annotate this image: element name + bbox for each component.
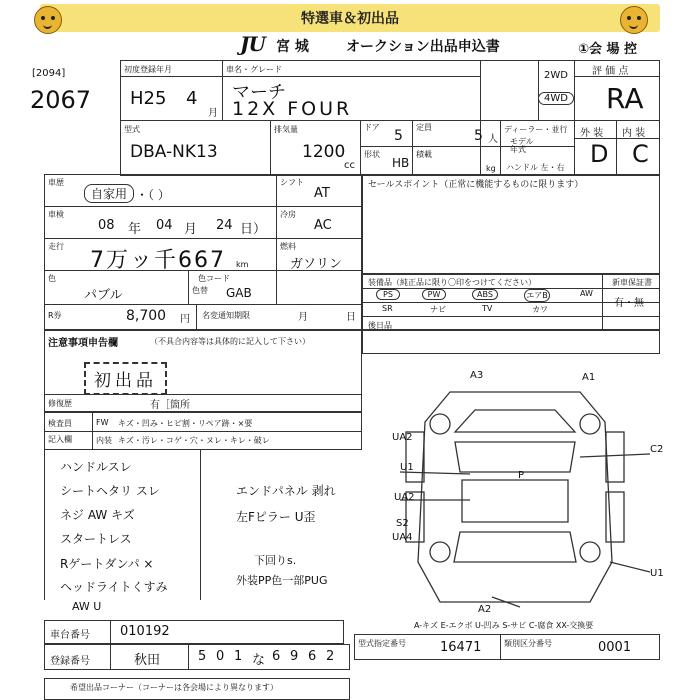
color-label: 色 bbox=[48, 274, 56, 283]
recycle-value: 8,700 bbox=[126, 308, 167, 324]
recycle-label: R券 bbox=[48, 311, 62, 320]
car-windshield bbox=[455, 442, 575, 472]
grade: 12X FOUR bbox=[232, 98, 353, 120]
color-code-label: 色コード bbox=[198, 274, 230, 283]
history-label: 車歴 bbox=[48, 178, 64, 187]
color-change-label: 色替 bbox=[192, 286, 208, 295]
equip-navi: ナビ bbox=[430, 305, 446, 314]
inspection-day-unit: 日） bbox=[240, 222, 267, 237]
grade-score: RA bbox=[606, 82, 644, 115]
drive-2wd: 2WD bbox=[544, 70, 568, 81]
shift-label: シフト bbox=[280, 178, 304, 187]
wheel-front-left bbox=[430, 414, 450, 434]
inspection-year: 08 bbox=[98, 218, 115, 233]
inspector-label: 検査員 bbox=[48, 419, 72, 428]
remark-right-1: エンドパネル 剥れ bbox=[236, 484, 336, 498]
equip-tv: TV bbox=[482, 304, 493, 313]
remark-left-4: スタートレス bbox=[60, 532, 132, 546]
doors-value: 5 bbox=[394, 128, 403, 144]
dealer-label: ディーラー・並行 bbox=[504, 125, 568, 134]
fuel-value: ガソリン bbox=[290, 257, 343, 272]
remark-left-7: AW U bbox=[72, 600, 102, 613]
damage-legend: A-キズ E-エクボ U-凹み S-サビ C-腐食 XX-交換要 bbox=[414, 621, 594, 630]
car-body-outline bbox=[418, 392, 612, 602]
history-value: 自家用 bbox=[84, 184, 134, 203]
later-label: 後日品 bbox=[368, 321, 392, 330]
new-warranty-label: 新車保証書 bbox=[612, 278, 652, 287]
displacement-unit: cc bbox=[344, 160, 355, 171]
venue-copy: ①会 場 控 bbox=[578, 42, 638, 57]
drive-4wd: 4WD bbox=[538, 92, 574, 105]
shift-value: AT bbox=[314, 186, 330, 201]
repair-value: 有［箇所 bbox=[150, 400, 190, 411]
class-label: 類別区分番号 bbox=[504, 639, 552, 648]
first-reg-label: 初度登録年月 bbox=[124, 65, 172, 74]
inspection-label: 車検 bbox=[48, 210, 64, 219]
history-suffix: ・（ ） bbox=[136, 188, 170, 202]
notes-sub: （不具合内容等は具体的に記入して下さい） bbox=[150, 337, 310, 346]
lot-number: 2067 bbox=[30, 86, 92, 114]
plate-region: 秋田 bbox=[134, 653, 161, 668]
shape-label: 形状 bbox=[364, 150, 380, 159]
equip-pw: PW bbox=[422, 289, 446, 300]
name-change-month: 月 bbox=[298, 312, 308, 323]
exterior-grade: D bbox=[590, 140, 609, 168]
type-value: DBA-NK13 bbox=[130, 142, 218, 162]
mark-u1-left: U1 bbox=[400, 462, 414, 473]
wheel-rear-left bbox=[430, 542, 450, 562]
mark-line bbox=[580, 454, 650, 457]
cert-label: 型式指定番号 bbox=[358, 639, 406, 648]
inspection-day: 24 bbox=[216, 218, 233, 233]
mark-a2: A2 bbox=[478, 604, 492, 615]
equip-ps: PS bbox=[376, 289, 400, 300]
inspection-year-unit: 年 bbox=[128, 222, 142, 237]
plate-label: 登録番号 bbox=[50, 656, 90, 667]
equip-airbag: エアB bbox=[524, 289, 550, 302]
notes-label: 注意事項申告欄 bbox=[48, 338, 118, 349]
repair-label: 修復歴 bbox=[48, 399, 72, 408]
remark-left-6: ヘッドライトくすみ bbox=[60, 580, 168, 594]
car-right-door-front bbox=[606, 432, 624, 482]
lot-ref: [2094] bbox=[32, 68, 66, 79]
plate-d1: 5 bbox=[198, 649, 207, 664]
type-label: 型式 bbox=[124, 125, 140, 134]
name-change-day: 日 bbox=[346, 312, 356, 323]
mileage-value: 7万ッ千667 bbox=[90, 248, 226, 273]
capacity-label: 定員 bbox=[416, 123, 432, 132]
fuel-label: 燃料 bbox=[280, 242, 296, 251]
capacity-value: 5 bbox=[474, 128, 483, 144]
inspection-month: 04 bbox=[156, 218, 173, 233]
mascot-icon bbox=[620, 6, 648, 34]
wheel-rear-right bbox=[580, 542, 600, 562]
plate-d3: 1 bbox=[234, 649, 243, 664]
interior-items: キズ・汚レ・コゲ・穴・ヌレ・キレ・破レ bbox=[118, 436, 270, 445]
first-listing-stamp: 初出品 bbox=[84, 362, 167, 395]
mileage-label: 走行 bbox=[48, 242, 64, 251]
color-value: パブル bbox=[84, 288, 123, 303]
grade-box-label: 評 価 点 bbox=[592, 66, 629, 77]
plate-d7: 2 bbox=[326, 649, 335, 664]
mark-ua4: UA4 bbox=[392, 532, 413, 543]
mileage-unit: km bbox=[236, 260, 249, 269]
model-name-label: 車名・グレード bbox=[226, 65, 282, 74]
aircon-label: 冷房 bbox=[280, 210, 296, 219]
equip-abs: ABS bbox=[472, 289, 498, 300]
load-label: 積載 bbox=[416, 150, 432, 159]
fw-items: キズ・凹み・ヒビ割・リペア跡・×要 bbox=[118, 419, 253, 428]
color-code: GAB bbox=[226, 286, 252, 300]
form-title: オークション出品申込書 bbox=[346, 39, 500, 55]
wish-label: 希望出品コーナー（コーナーは各会場により異なります） bbox=[70, 683, 278, 692]
first-reg-month: 4 bbox=[186, 88, 198, 109]
remark-right-3: 下回りs. bbox=[254, 554, 297, 567]
plate-d5: 9 bbox=[290, 649, 299, 664]
inspection-month-unit: 月 bbox=[184, 222, 198, 237]
model-name: マーチ bbox=[232, 82, 286, 103]
displacement-label: 排気量 bbox=[274, 125, 298, 134]
recycle-unit: 円 bbox=[180, 314, 190, 325]
later-frame bbox=[362, 330, 660, 354]
car-roof bbox=[462, 480, 568, 522]
banner-title: 特選車＆初出品 bbox=[301, 11, 399, 27]
mascot-icon bbox=[34, 6, 62, 34]
new-warranty-value: 有・無 bbox=[614, 298, 644, 309]
name-change-label: 名変通知期限 bbox=[202, 311, 250, 320]
plate-kana: な bbox=[252, 653, 266, 668]
selling-points-label: セールスポイント（正常に機能するものに限ります） bbox=[368, 180, 584, 190]
mark-a1: A1 bbox=[582, 372, 596, 383]
car-rear-glass bbox=[454, 532, 576, 562]
logo: JU bbox=[240, 32, 265, 56]
mark-s2: S2 bbox=[396, 518, 409, 529]
mark-ua2-top: UA2 bbox=[392, 432, 413, 443]
car-hood bbox=[455, 410, 575, 432]
exterior-label: 外 装 bbox=[580, 128, 604, 139]
mark-p: P bbox=[518, 470, 525, 481]
mark-u1-right: U1 bbox=[650, 568, 664, 579]
handle-label: ハンドル 左・右 bbox=[506, 163, 565, 172]
remark-left-3: ネジ AW キズ bbox=[60, 508, 135, 522]
car-damage-diagram bbox=[380, 362, 670, 622]
remark-left-5: Rゲートダンパ × bbox=[60, 557, 154, 571]
interior-grade: C bbox=[632, 140, 649, 168]
remark-right-2: 左Fピラー U歪 bbox=[236, 510, 316, 524]
capacity-unit: 人 bbox=[488, 134, 498, 145]
title-banner bbox=[40, 4, 660, 32]
model-year-label: モデル年式 bbox=[510, 137, 534, 154]
interior-label: 内 装 bbox=[622, 128, 646, 139]
first-reg-era: H25 bbox=[130, 88, 167, 109]
entry-label: 記入欄 bbox=[48, 435, 72, 444]
mark-ua2-mid: UA2 bbox=[394, 492, 415, 503]
equip-aw: AW bbox=[580, 289, 593, 298]
remark-left-2: シートヘタリ スレ bbox=[60, 484, 160, 498]
prefecture: 宮 城 bbox=[276, 39, 309, 55]
interior-check-label: 内装 bbox=[96, 436, 112, 445]
first-reg-month-unit: 月 bbox=[208, 108, 218, 119]
cert-value: 16471 bbox=[440, 640, 482, 655]
plate-d4: 6 bbox=[272, 649, 281, 664]
mark-c2: C2 bbox=[650, 444, 664, 455]
plate-d2: 0 bbox=[216, 649, 225, 664]
shape-value: HB bbox=[392, 156, 410, 170]
remark-left-1: ハンドルスレ bbox=[60, 460, 132, 474]
chassis-label: 車台番号 bbox=[50, 630, 90, 641]
displacement-value: 1200 bbox=[302, 142, 346, 162]
load-unit: kg bbox=[486, 164, 496, 173]
class-value: 0001 bbox=[598, 640, 632, 655]
equip-leather: カワ bbox=[532, 305, 548, 314]
remark-right-4: 外装PP色一部PUG bbox=[236, 574, 328, 587]
doors-label: ドア bbox=[364, 123, 380, 132]
equipment-label: 装備品（純正品に限り〇印をつけてください） bbox=[368, 278, 536, 287]
equip-sr: SR bbox=[382, 304, 393, 313]
mark-a3: A3 bbox=[470, 370, 484, 381]
aircon-value: AC bbox=[314, 218, 332, 233]
fw-label: FW bbox=[96, 418, 109, 427]
chassis-value: 010192 bbox=[120, 624, 170, 639]
plate-d6: 6 bbox=[308, 649, 317, 664]
mark-line bbox=[610, 562, 650, 572]
wheel-front-right bbox=[580, 414, 600, 434]
